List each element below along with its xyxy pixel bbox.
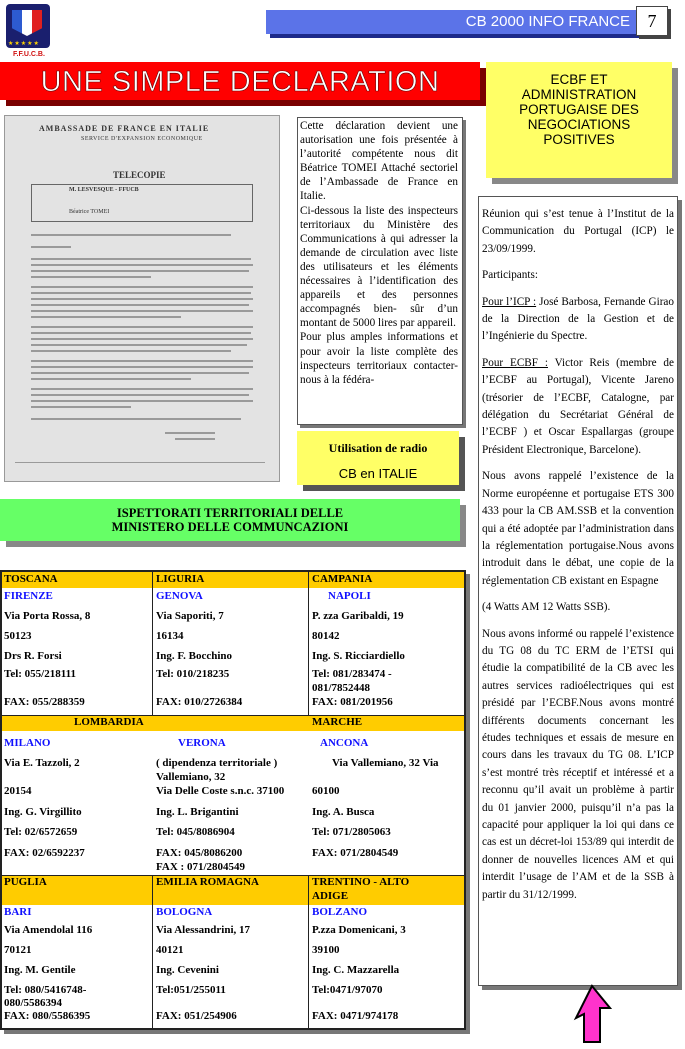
publication-title: CB 2000 INFO FRANCE [465, 13, 630, 30]
ecbf-paragraph [482, 355, 674, 459]
fax-destinataire: M. LESVESQUE - FFUCB [69, 187, 139, 193]
region-liguria: LIGURIA [156, 573, 205, 585]
table-divider [152, 875, 153, 1028]
fax-expediteur: Béatrice TOMEI [69, 209, 110, 215]
fax-text-line [31, 394, 249, 396]
table-cell: Tel: 080/5416748- [4, 984, 87, 996]
city-ancona: ANCONA [320, 737, 369, 749]
radio-box-subtitle: CB en ITALIE [338, 466, 418, 481]
radio-box-title: Utilisation de radio [328, 441, 428, 455]
table-cell: 40121 [156, 944, 184, 956]
table-cell: FAX : 071/2804549 [156, 861, 246, 873]
fax-footer-line [15, 462, 265, 463]
table-cell: FAX: 02/6592237 [4, 847, 85, 859]
table-cell: FAX: 055/288359 [4, 696, 85, 708]
fax-text-line [31, 264, 253, 266]
icp-label: Pour l’ICP : [482, 295, 537, 308]
table-cell: Via Porta Rossa, 8 [4, 610, 91, 622]
fax-signature-line [165, 432, 215, 434]
table-cell: Via Amendolal 116 [4, 924, 93, 936]
fax-subheader: SERVICE D'EXPANSION ECONOMIQUE [81, 136, 203, 142]
icp-participants: José Barbosa, Fernande Girao de la Direction de la Gestion et de l’Ingénierie du Spectre. [482, 295, 674, 343]
region-marche: MARCHE [312, 716, 363, 728]
table-cell: Vallemiano, 32 [156, 771, 226, 783]
fax-text-line [31, 246, 71, 248]
ecbf-line: ECBF ET [550, 72, 608, 87]
region-trentino-line2: ADIGE [312, 890, 349, 902]
table-cell: 16134 [156, 630, 184, 642]
table-cell: Tel: 081/283474 - [312, 668, 392, 680]
table-divider [308, 875, 309, 1028]
fax-text-line [31, 304, 249, 306]
fax-text-line [31, 286, 253, 288]
fax-text-line [31, 292, 251, 294]
region-emilia-romagna: EMILIA ROMAGNA [156, 876, 259, 888]
table-cell: 39100 [312, 944, 340, 956]
table-divider [2, 715, 464, 716]
table-cell: P. zza Garibaldi, 19 [312, 610, 404, 622]
table-cell: Tel:0471/97070 [312, 984, 383, 996]
ecbf-line: PORTUGAISE DES [519, 102, 639, 117]
city-bologna: BOLOGNA [156, 906, 213, 918]
ecbf-paragraph: Nous avons rappelé l’existence de la Norme européenne et portugaise ETS 300 433 pour la CB AM.SSB et la convention qui a été adoptée par l’administration dans la réglementation portugaise.Nous avons introduit dans le débat, une copie de la réglementation CB existant en Espagne [482, 470, 674, 587]
page-title: UNE SIMPLE DECLARATION [40, 66, 440, 98]
city-genova: GENOVA [156, 590, 203, 602]
table-cell: FAX: 071/2804549 [312, 847, 399, 859]
article-paragraph: Ci-dessous la liste des inspecteurs territoriaux du Ministère des Communications à qui adresser la demande de circulation avec liste des utilisateurs et les éléments nécessaires à l’identification des appareils et des personnes accompagnés bien- sûr d’un montant de 5000 lires par appareil. [300, 204, 458, 330]
table-cell: Ing. Cevenini [156, 964, 219, 976]
table-cell: Via Alessandrini, 17 [156, 924, 251, 936]
page-number: 7 [636, 6, 668, 36]
fax-text-line [31, 270, 249, 272]
fax-text-line [31, 310, 253, 312]
table-cell: FAX: 080/5586395 [4, 1010, 91, 1022]
stars-icon: ★★★★★ [8, 40, 40, 47]
fax-document-image [4, 115, 280, 482]
arrow-icon [562, 984, 612, 1044]
table-cell: FAX: 081/201956 [312, 696, 393, 708]
table-cell: FAX: 045/8086200 [156, 847, 243, 859]
fax-header: AMBASSADE DE FRANCE EN ITALIE [39, 124, 210, 133]
table-cell: 080/5586394 [4, 997, 63, 1009]
logo-caption: F.F.U.C.B. [13, 51, 45, 58]
article-paragraph: Pour plus amples informations et pour avoir la liste complète des inspecteurs territoriaux contacter- nous à la fédéra- [300, 331, 458, 386]
table-cell: Via Saporiti, 7 [156, 610, 224, 622]
ecbf-line: NEGOCIATIONS [527, 117, 631, 132]
ecbf-paragraph [482, 294, 674, 346]
table-cell: Ing. S. Ricciardiello [312, 650, 405, 662]
ecbf-paragraph: Réunion qui s’est tenue à l’Institut de la Communication du Portugal (ICP) le 23/09/1999. [482, 208, 674, 255]
table-heading-line: ISPETTORATI TERRITORIALI DELLE [116, 506, 344, 520]
ecbf-paragraph: Nous avons informé ou rappelé l’existence du TG 08 du TC ERM de l’ETSI qui étudie la compatibilité de la CB avec les autres services radioélectriques qui est présidé par l’ECBF.Nous avons montré différents documents concernant les études techniques et essais de mesure en cours dans les travaux du TG 08. L’ICP s’est montré très réceptif et intéressé et a reconnu qu’il avait un problème à partir du 01 janvier 2000, puisqu’il n’a pas la capacité pour appliquer la loi qui dans ce cas est un décret-loi 153/89 qui interdit de donner de nouvelles licences AM et qui interdit l’usage de l’AM et de la SSB à partir du 31/12/1999. [482, 627, 674, 901]
table-cell: Tel:051/255011 [156, 984, 226, 996]
region-trentino: TRENTINO - ALTO [312, 876, 410, 888]
article-body [300, 119, 458, 387]
ecbf-paragraph: (4 Watts AM 12 Watts SSB). [482, 601, 611, 614]
table-cell: Drs R. Forsi [4, 650, 62, 662]
ecbf-paragraph: Participants: [482, 269, 538, 282]
table-cell: Ing. M. Gentile [4, 964, 76, 976]
city-firenze: FIRENZE [4, 590, 53, 602]
table-cell: Ing. C. Mazzarella [312, 964, 400, 976]
table-cell: 70121 [4, 944, 32, 956]
fax-text-line [31, 298, 253, 300]
article-paragraph: Cette déclaration devient une autorisation une fois présentée à l’autorité compétente nous dit Béatrice TOMEI Attaché sectoriel de l’Ambassade de France en Italie. [300, 120, 458, 203]
table-cell: Ing. F. Bocchino [156, 650, 233, 662]
table-cell: FAX: 051/254906 [156, 1010, 237, 1022]
table-cell: 20154 [4, 785, 32, 797]
fax-text-line [31, 366, 253, 368]
fax-text-line [31, 406, 131, 408]
table-cell: Via E. Tazzoli, 2 [4, 757, 80, 769]
table-divider [152, 572, 153, 715]
fax-text-line [31, 316, 181, 318]
table-header-row [2, 715, 464, 731]
table-cell: Via Delle Coste s.n.c. 37100 [156, 785, 285, 797]
region-toscana: TOSCANA [4, 573, 58, 585]
table-cell: Ing. G. Virgillito [4, 806, 82, 818]
table-header-row [2, 572, 464, 588]
table-cell: Via Vallemiano, 32 Via [332, 757, 439, 769]
fax-signature-line [175, 438, 215, 440]
fax-text-line [31, 400, 253, 402]
ecbf-article-body [482, 206, 674, 913]
city-napoli: NAPOLI [328, 590, 371, 602]
fax-text-line [31, 388, 253, 390]
fax-text-line [31, 372, 249, 374]
ecbf-label: Pour ECBF : [482, 356, 548, 369]
region-campania: CAMPANIA [312, 573, 373, 585]
table-heading-line: MINISTERO DELLE COMMUNCAZIONI [111, 520, 349, 534]
fax-text-line [31, 326, 253, 328]
fax-text-line [31, 360, 253, 362]
table-cell: Tel: 010/218235 [156, 668, 230, 680]
table-heading [0, 506, 460, 534]
ecbf-participants: Victor Reis (membre de l’ECBF au Portugal), Vicente Jareno (trésorier de l’ECBF, Catalogne, par délégation du Secrétariat Général de l’ECBF ) et Oscar Espallargas (groupe Président Electronique, Barcelone). [482, 356, 674, 456]
fax-text-line [31, 350, 231, 352]
region-puglia: PUGLIA [4, 876, 47, 888]
table-cell: 081/7852448 [312, 682, 371, 694]
table-cell: Tel: 055/218111 [4, 668, 77, 680]
ecbf-headline [490, 72, 668, 147]
table-cell: FAX: 0471/974178 [312, 1010, 399, 1022]
fax-text-line [31, 338, 253, 340]
table-cell: ( dipendenza territoriale ) [156, 757, 278, 769]
fax-address-block [31, 184, 253, 222]
fax-text-line [31, 344, 247, 346]
table-cell: 80142 [312, 630, 340, 642]
city-verona: VERONA [178, 737, 226, 749]
table-divider [308, 572, 309, 715]
ecbf-line: ADMINISTRATION [521, 87, 637, 102]
table-cell: Ing. A. Busca [312, 806, 375, 818]
region-lombardia: LOMBARDIA [74, 716, 144, 728]
fax-text-line [31, 332, 251, 334]
city-milano: MILANO [4, 737, 51, 749]
city-bolzano: BOLZANO [312, 906, 368, 918]
table-cell: Tel: 045/8086904 [156, 826, 235, 838]
inspectorates-table [0, 570, 466, 1030]
fax-text-line [31, 258, 251, 260]
city-bari: BARI [4, 906, 32, 918]
fax-text-line [31, 418, 241, 420]
table-cell: P.zza Domenicani, 3 [312, 924, 406, 936]
ecbf-line: POSITIVES [543, 132, 615, 147]
table-cell: Tel: 02/6572659 [4, 826, 78, 838]
fax-title: TELECOPIE [113, 170, 166, 180]
table-cell: 50123 [4, 630, 32, 642]
table-cell: Ing. L. Brigantini [156, 806, 239, 818]
fax-text-line [31, 234, 231, 236]
fax-text-line [31, 276, 151, 278]
table-cell: Tel: 071/2805063 [312, 826, 391, 838]
fax-text-line [31, 378, 191, 380]
table-cell: 60100 [312, 785, 340, 797]
table-cell: FAX: 010/2726384 [156, 696, 243, 708]
